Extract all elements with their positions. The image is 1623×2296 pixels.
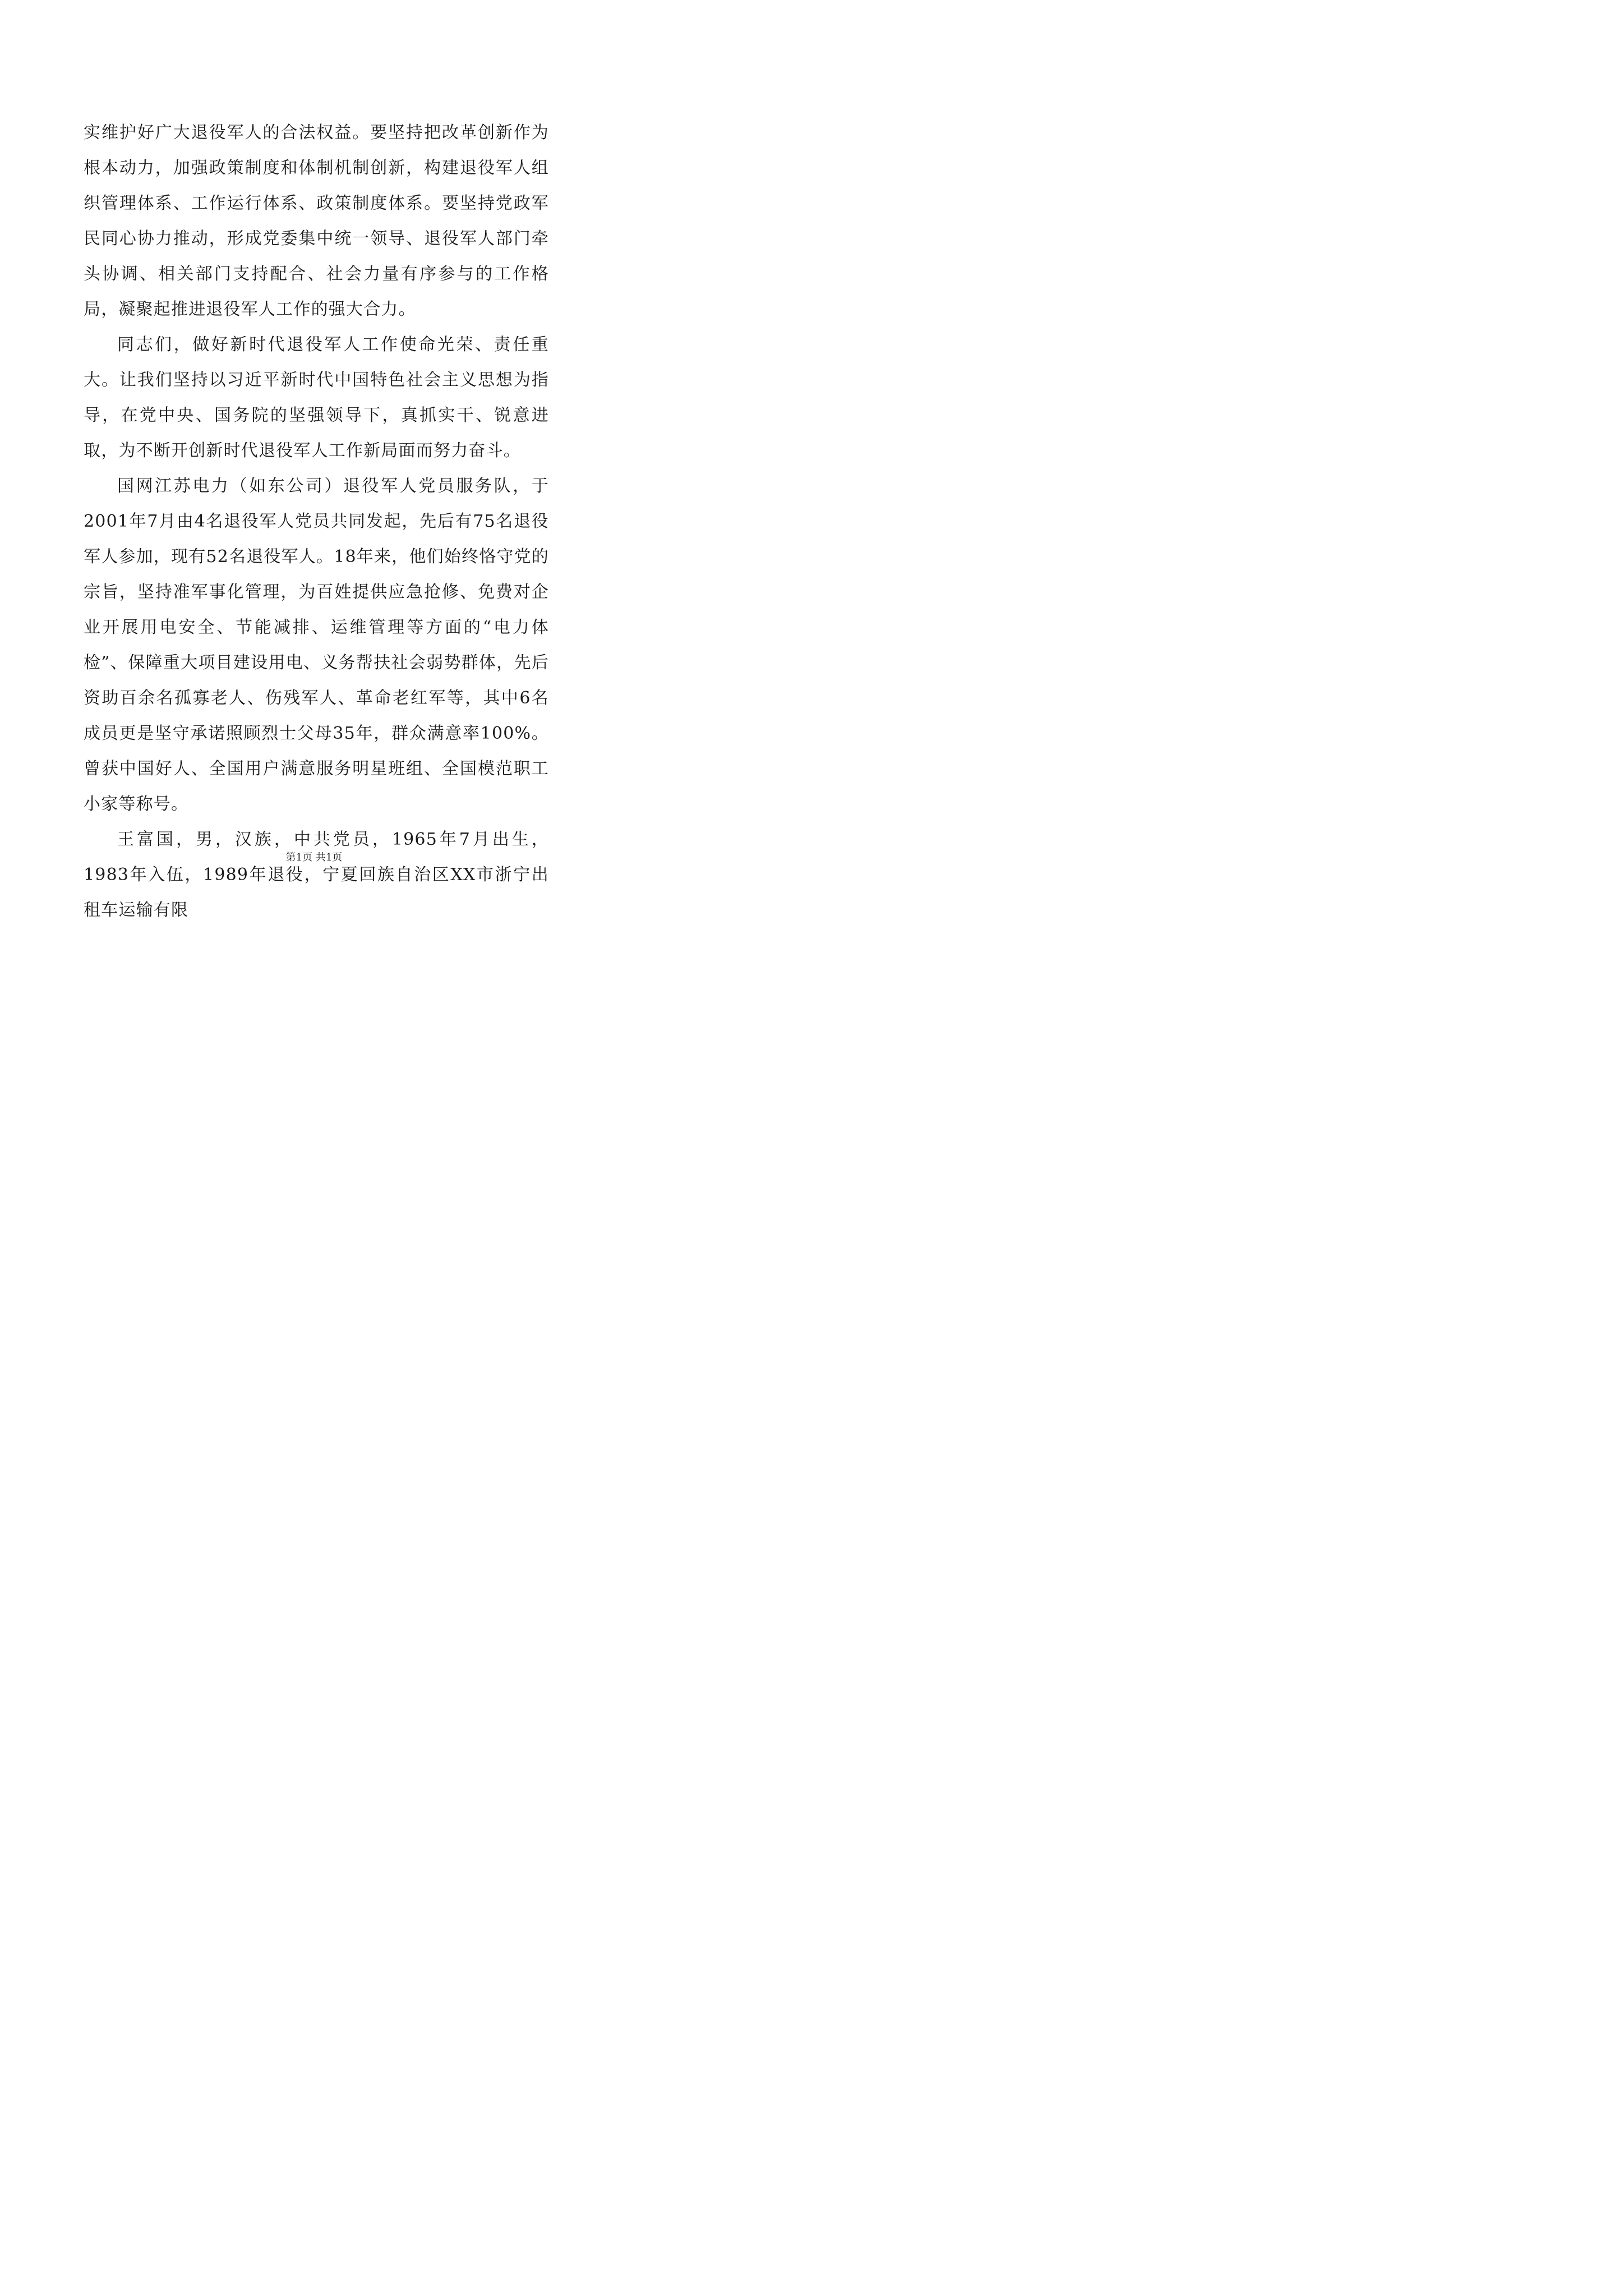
document-body: [84, 115, 549, 928]
paragraph-closing-remarks: 同志们，做好新时代退役军人工作使命光荣、责任重大。让我们坚持以习近平新时代中国特色社会主义思想为指导，在党中央、国务院的坚强领导下，真抓实干、锐意进取，为不断开创新时代退役军人工作新局面而努力奋斗。: [84, 335, 549, 461]
document-page: [0, 0, 628, 920]
paragraph-wang-fuguo: 王富国，男，汉族，中共党员，1965年7月出生，1983年入伍，1989年退役，宁夏回族自治区XX市浙宁出租车运输有限: [84, 830, 549, 920]
paragraph-continuation: 实维护好广大退役军人的合法权益。要坚持把改革创新作为根本动力，加强政策制度和体制机制创新，构建退役军人组织管理体系、工作运行体系、政策制度体系。要坚持党政军民同心协力推动，形成党委集中统一领导、退役军人部门牵头协调、相关部门支持配合、社会力量有序参与的工作格局，凝聚起推进退役军人工作的强大合力。: [84, 123, 549, 319]
paragraph-service-team: 国网江苏电力（如东公司）退役军人党员服务队，于2001年7月由4名退役军人党员共同发起，先后有75名退役军人参加，现有52名退役军人。18年来，他们始终恪守党的宗旨，坚持准军事化管理，为百姓提供应急抢修、免费对企业开展用电安全、节能减排、运维管理等方面的“电力体检”、保障重大项目建设用电、义务帮扶社会弱势群体，先后资助百余名孤寡老人、伤残军人、革命老红军等，其中6名成员更是坚守承诺照顾烈士父母35年，群众满意率100%。曾获中国好人、全国用户满意服务明星班组、全国模范职工小家等称号。: [84, 476, 549, 814]
page-footer: [0, 851, 628, 864]
page-number-label: 第1页 共1页: [285, 852, 343, 863]
